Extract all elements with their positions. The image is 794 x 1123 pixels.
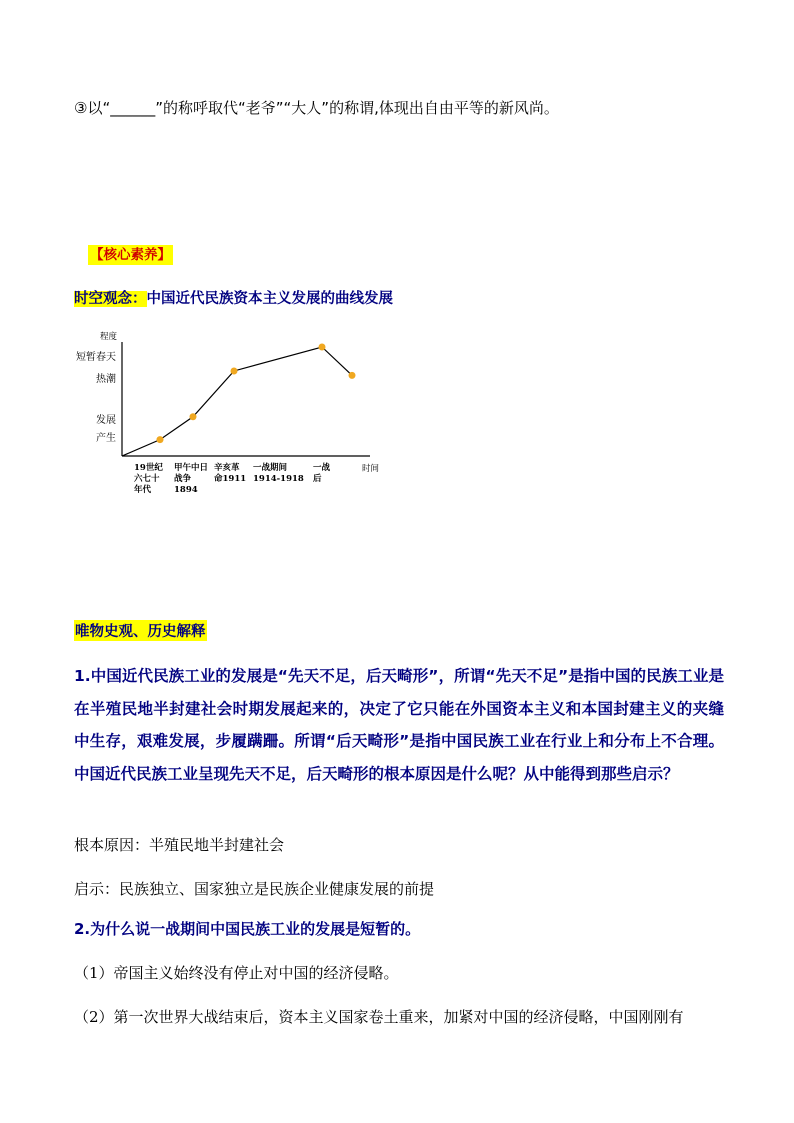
line3-blank: ______ xyxy=(110,99,156,117)
line3-prefix: ③以“ xyxy=(74,99,111,117)
x-tick-label: 甲午中日 xyxy=(174,463,209,473)
question-2: 2.为什么说一战期间中国民族工业的发展是短暂的。 xyxy=(74,920,421,938)
section-materialism-heading: 唯物史观、历史解释 xyxy=(74,620,207,641)
x-tick-label: 六七十 xyxy=(134,474,160,484)
question-1: 1.中国近代民族工业的发展是“先天不足，后天畸形”，所谓“先天不足”是指中国的民族工业是在半殖民地半封建社会时期发展起来的，决定了它只能在外国资本主义和本国封建主义的夹缝中生存，艰难发展，步履蹒跚。所谓“后天畸形”是指中国民族工业在行业上和分布上不合理。中国近代民族工业呈现先天不足，后天畸形的根本原因是什么呢？从中能得到那些启示？ xyxy=(74,667,724,783)
y-level-label: 产生 xyxy=(96,433,116,444)
section-spacetime-title: 中国近代民族资本主义发展的曲线发展 xyxy=(146,291,393,307)
answer-1-insight: 启示：民族独立、国家独立是民族企业健康发展的前提 xyxy=(74,880,435,898)
fill-blank-line xyxy=(74,97,559,118)
answer-2-point-1: （1）帝国主义始终没有停止对中国的经济侵略。 xyxy=(74,964,399,982)
x-tick-label: 19世纪 xyxy=(134,463,163,473)
section-spacetime-lead: 时空观念： xyxy=(74,291,147,307)
y-level-label: 热潮 xyxy=(96,374,116,385)
x-tick-label: 后 xyxy=(313,474,322,484)
x-tick-label: 战争 xyxy=(174,474,192,484)
y-axis-label: 程度 xyxy=(100,332,118,342)
data-point xyxy=(231,367,238,374)
data-point xyxy=(157,436,164,443)
core-literacy-tag: 【核心素养】 xyxy=(90,247,171,263)
x-tick-label: 年代 xyxy=(134,485,152,495)
y-level-label: 短暂春天 xyxy=(76,352,116,363)
x-tick-label: 命1911 xyxy=(214,474,247,484)
x-tick-label: 1894 xyxy=(174,485,198,495)
industry-development-chart xyxy=(70,328,400,503)
y-level-label: 发展 xyxy=(96,415,116,426)
answer-1-cause: 根本原因：半殖民地半封建社会 xyxy=(74,836,285,854)
x-tick-label: 一战期间 xyxy=(253,463,288,473)
line3-suffix: ”的称呼取代“老爷”“大人”的称谓,体现出自由平等的新风尚。 xyxy=(155,99,559,117)
x-tick-label: 一战 xyxy=(313,463,331,473)
data-point xyxy=(319,344,326,351)
section-spacetime-heading xyxy=(74,287,393,308)
x-axis-label: 时间 xyxy=(362,464,380,474)
x-tick-label: 1914-1918 xyxy=(253,474,304,484)
data-point xyxy=(190,413,197,420)
answer-2-point-2: （2）第一次世界大战结束后，资本主义国家卷土重来，加紧对中国的经济侵略，中国刚刚有 xyxy=(74,1008,684,1026)
data-point xyxy=(349,372,356,379)
x-tick-label: 辛亥革 xyxy=(214,463,240,473)
